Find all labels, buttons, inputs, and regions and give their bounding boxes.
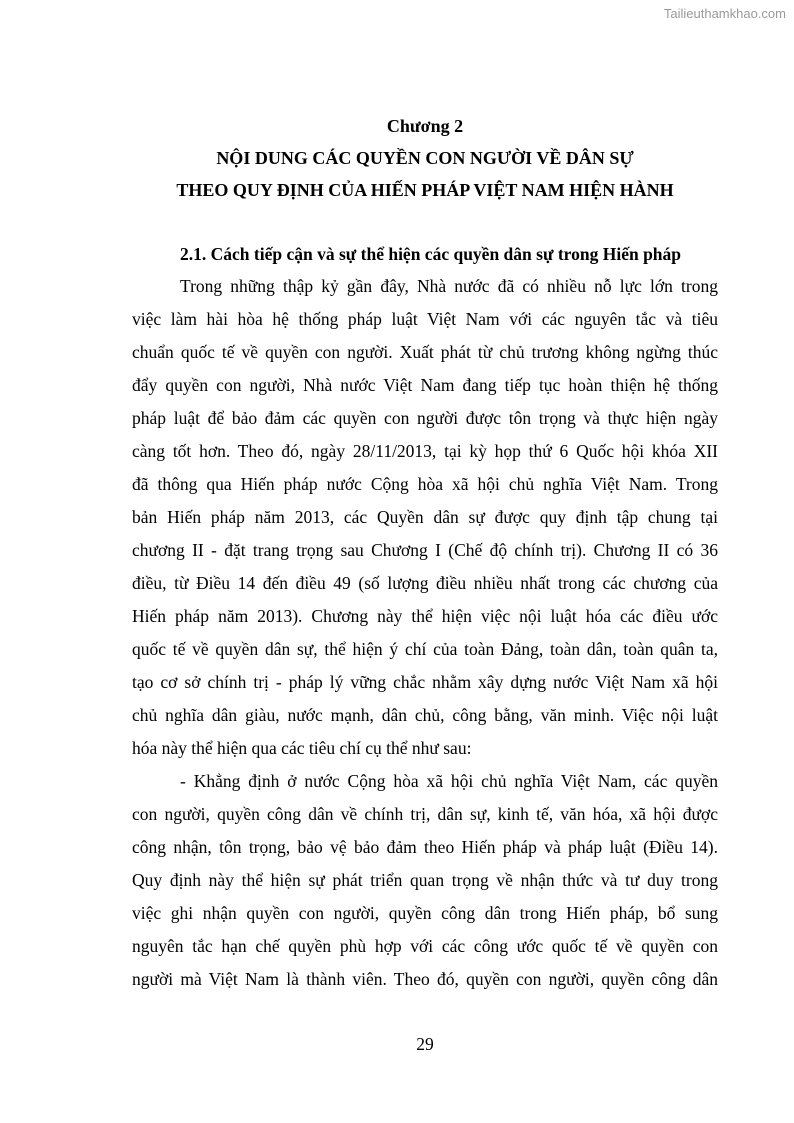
body-line: chủ nghĩa dân giàu, nước mạnh, dân chủ, công bằng, văn minh. Việc nội luật [132, 705, 718, 725]
body-line: nguyên tắc hạn chế quyền phù hợp với các công ước quốc tế về quyền con [132, 936, 718, 956]
watermark: Tailieuthamkhao.com [663, 6, 786, 21]
body-line: đã thông qua Hiến pháp nước Cộng hòa xã hội chủ nghĩa Việt Nam. Trong [132, 474, 718, 494]
body-line: quốc tế về quyền dân sự, thể hiện ý chí của toàn Đảng, toàn dân, toàn quân ta, [132, 639, 718, 659]
body-line: việc làm hài hòa hệ thống pháp luật Việt Nam với các nguyên tắc và tiêu [132, 309, 718, 329]
body-line: pháp luật để bảo đảm các quyền con người được tôn trọng và thực hiện ngày [132, 408, 718, 428]
body-line: càng tốt hơn. Theo đó, ngày 28/11/2013, tại kỳ họp thứ 6 Quốc hội khóa XII [132, 441, 718, 461]
chapter-title-line-2: THEO QUY ĐỊNH CỦA HIẾN PHÁP VIỆT NAM HIỆN HÀNH [176, 180, 674, 200]
chapter-title-line-1: NỘI DUNG CÁC QUYỀN CON NGƯỜI VỀ DÂN SỰ [216, 148, 634, 168]
section-heading: 2.1. Cách tiếp cận và sự thể hiện các quyền dân sự trong Hiến pháp [180, 244, 682, 264]
body-line: công nhận, tôn trọng, bảo vệ bảo đảm theo Hiến pháp và pháp luật (Điều 14). [132, 837, 718, 857]
body-line: chuẩn quốc tế về quyền con người. Xuất phát từ chủ trương không ngừng thúc [132, 342, 718, 362]
body-line: bản Hiến pháp năm 2013, các Quyền dân sự được quy định tập chung tại [132, 507, 718, 527]
body-line: đẩy quyền con người, Nhà nước Việt Nam đang tiếp tục hoàn thiện hệ thống [132, 375, 718, 395]
body-line: chương II - đặt trang trọng sau Chương I (Chế độ chính trị). Chương II có 36 [132, 540, 718, 560]
page-number: 29 [416, 1034, 434, 1054]
body-line: hóa này thể hiện qua các tiêu chí cụ thể như sau: [132, 738, 472, 758]
body-line: tạo cơ sở chính trị - pháp lý vững chắc nhằm xây dựng nước Việt Nam xã hội [132, 672, 718, 692]
body-line: điều, từ Điều 14 đến điều 49 (số lượng điều nhiều nhất trong các chương của [132, 573, 718, 593]
body-line: - Khẳng định ở nước Cộng hòa xã hội chủ nghĩa Việt Nam, các quyền [180, 771, 718, 791]
body-line: Hiến pháp năm 2013). Chương này thể hiện việc nội luật hóa các điều ước [132, 606, 718, 626]
body-line: việc ghi nhận quyền con người, quyền công dân trong Hiến pháp, bổ sung [132, 903, 718, 923]
body-line: con người, quyền công dân về chính trị, dân sự, kinh tế, văn hóa, xã hội được [132, 804, 718, 824]
body-line: người mà Việt Nam là thành viên. Theo đó, quyền con người, quyền công dân [132, 969, 718, 989]
body-line: Quy định này thể hiện sự phát triển quan trọng về nhận thức và tư duy trong [132, 870, 718, 890]
chapter-label: Chương 2 [386, 116, 464, 136]
body-line: Trong những thập kỷ gần đây, Nhà nước đã có nhiều nỗ lực lớn trong [180, 276, 718, 296]
